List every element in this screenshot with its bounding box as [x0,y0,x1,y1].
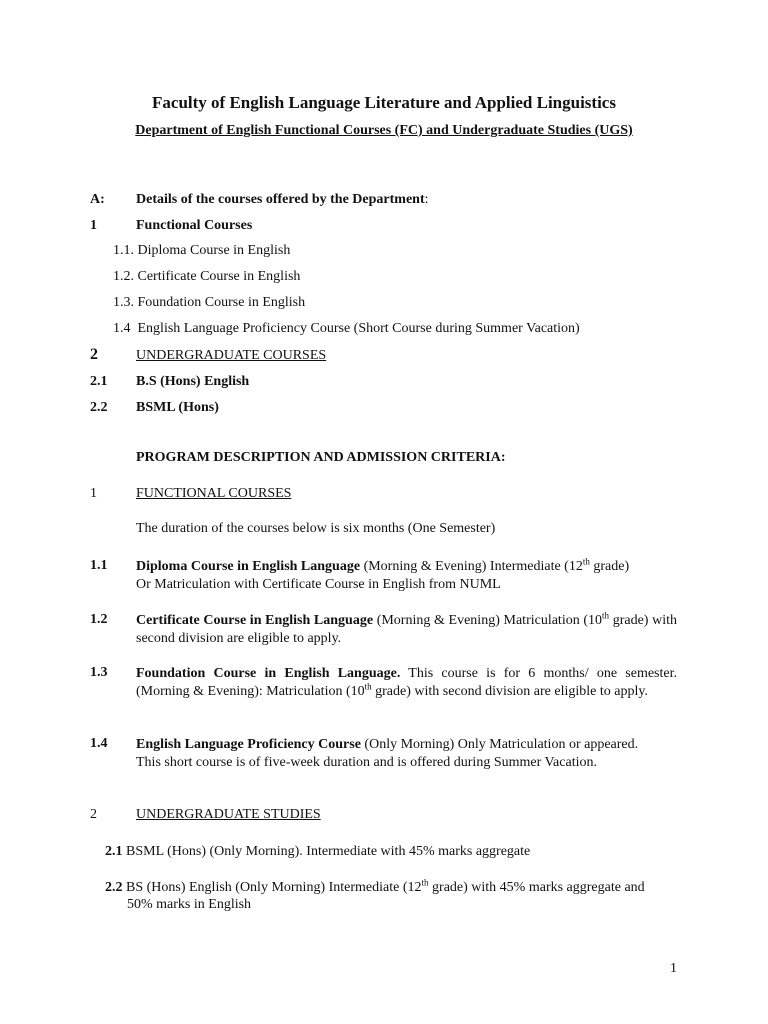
undergrad-item-text: B.S (Hons) English [136,374,250,389]
undergrad-item-num: 2.1 [90,374,108,389]
us-heading: UNDERGRADUATE STUDIES [136,807,321,822]
list-item: 1.1. Diploma Course in English [113,243,291,258]
undergrad-item-num: 2.2 [90,400,108,415]
desc-diploma: Diploma Course in English Language (Morning & Evening) Intermediate (12th grade) Or Matriculation with Certificate Course in English from NUML [136,556,630,592]
undergrad-num: 2 [90,346,98,363]
undergrad-item-text: BSML (Hons) [136,400,219,415]
desc-foundation: Foundation Course in English Language. This course is for 6 months/ one semester. (Morning & Evening): Matriculation (10th grade) with second division are eligible to apply. [136,666,677,699]
fc-heading: FUNCTIONAL COURSES [136,486,292,501]
desc-num: 1.3 [90,665,108,680]
desc-certificate: Certificate Course in English Language (Morning & Evening) Matriculation (10th grade) with second division are eligible to apply. [136,610,677,646]
desc-num: 1.2 [90,612,108,627]
list-item: 1.2. Certificate Course in English [113,269,301,284]
fc-num: 1 [90,486,97,501]
list-item: 1.3. Foundation Course in English [113,295,306,310]
desc-num: 1.1 [90,558,108,573]
us-item-continuation: 50% marks in English [127,897,252,912]
page-title: Faculty of English Language Literature and Applied Linguistics [152,93,616,112]
functional-heading: Functional Courses [136,218,253,233]
undergrad-heading: UNDERGRADUATE COURSES [136,348,327,363]
list-item: 1.4 English Language Proficiency Course (Short Course during Summer Vacation) [113,321,580,336]
page-subtitle: Department of English Functional Courses (FC) and Undergraduate Studies (UGS) [135,123,633,138]
page-number: 1 [670,961,677,976]
section-a-label: A: [90,192,105,207]
desc-num: 1.4 [90,736,108,751]
section-a-heading: Details of the courses offered by the Department: [136,192,429,207]
us-num: 2 [90,807,97,822]
us-item: 2.2 BS (Hons) English (Only Morning) Intermediate (12th grade) with 45% marks aggregate and [105,877,645,895]
duration-text: The duration of the courses below is six months (One Semester) [136,521,496,536]
functional-num: 1 [90,218,97,233]
desc-proficiency: English Language Proficiency Course (Only Morning) Only Matriculation or appeared. This short course is of five-week duration and is offered during Summer Vacation. [136,737,639,770]
program-heading: PROGRAM DESCRIPTION AND ADMISSION CRITERIA: [136,450,506,465]
us-item: 2.1 BSML (Hons) (Only Morning). Intermediate with 45% marks aggregate [105,844,531,859]
